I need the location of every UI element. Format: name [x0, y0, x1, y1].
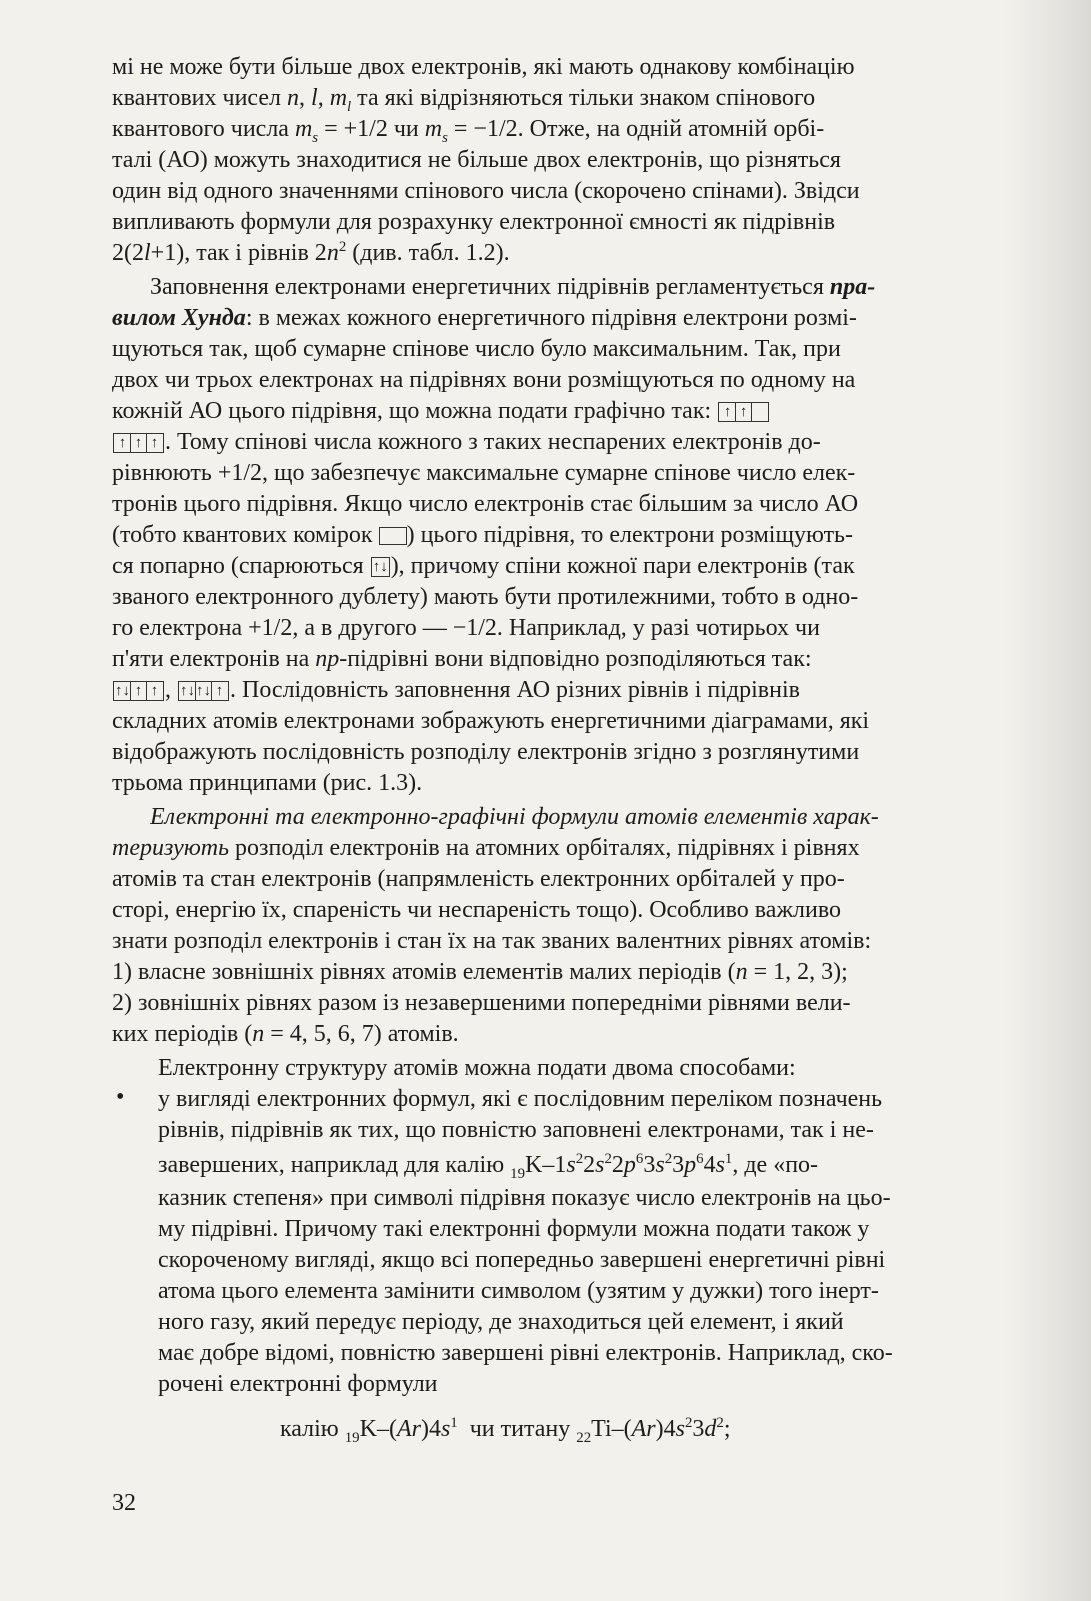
- text-line: ↑↓ ↑ ↑ , ↑↓↑↓ ↑ . Послідовність заповнення АО різних рівнів і підрівнів: [115, 677, 800, 703]
- orbital-diagram-three: ↑ ↑ ↑: [113, 433, 164, 453]
- text-line: щуються так, щоб сумарне спінове число було максимальним. Так, при: [112, 336, 841, 362]
- text-line: випливають формули для розрахунку електронної ємності як підрівнів: [112, 209, 836, 235]
- ti-atomic-number: 22: [576, 1429, 592, 1446]
- text-line: сторі, енергію їх, спареність чи неспареність тощо). Особливо важливо: [112, 897, 842, 923]
- empty-cell-icon: [379, 527, 407, 545]
- text-line: рівнюють +1/2, що забезпечує максимальне сумарне спінове число елек-: [112, 460, 856, 486]
- text-span: . Тому спінові числа кожного з таких неспарених електронів до-: [165, 429, 821, 455]
- text-line: [112, 396, 1091, 427]
- text-line: атомів та стан електронів (напрямленість електронних орбіталей у про-: [112, 866, 845, 892]
- text-line: квантових чисел n, l, $m_l$ та які відрізняються тільки знаком спінового: [112, 85, 816, 114]
- text-line: Заповнення електронами енергетичних підрівнів регламентується пра-: [150, 274, 876, 300]
- text-span: ся попарно (спарюються: [112, 553, 364, 579]
- text-line: атома цього елемента замінити символом (узятим у дужки) того інерт-: [158, 1278, 879, 1304]
- text-line: тронів цього підрівня. Якщо число електронів стає більшим за число АО: [112, 491, 859, 517]
- text-span: (тобто квантових комірок: [112, 522, 373, 548]
- text-line: ких періодів (n = 4, 5, 6, 7) атомів.: [112, 1021, 459, 1047]
- formula-word-tytanu: чи титану: [469, 1416, 571, 1442]
- text-line: скороченому вигляді, якщо всі попередньо завершені енергетичні рівні: [158, 1247, 886, 1273]
- text-span: кожній АО цього підрівня, що можна подати графічно так:: [112, 398, 712, 424]
- text-line: 2(2l+1), так і рівнів $2n^2$ (див. табл. 1.2).: [112, 239, 510, 266]
- text-line: квантового числа $m_s = +1/2$ чи $m_s = -1/2$. Отже, на одній атомній орбі-: [112, 116, 825, 145]
- text-line: має добре відомі, повністю завершені рівні електронів. Наприклад, ско-: [158, 1340, 893, 1366]
- text-span: завершених, наприклад для калію: [158, 1152, 505, 1178]
- text-line: [112, 551, 1091, 582]
- text-line: рівнів, підрівнів як тих, що повністю заповнені електронами, так і не-: [158, 1117, 874, 1143]
- orbital-diagram-four: ↑↓ ↑ ↑: [113, 681, 164, 701]
- text-line: один від одного значеннями спінового числа (скорочено спінами). Звідси: [112, 178, 860, 204]
- electron-formula: калію $_{19}K-(Ar)4s^1$ чи титану $_{22}Ti-(Ar)4s^23d^2$;: [280, 1415, 731, 1446]
- text-line: теризують розподіл електронів на атомних орбіталях, підрівнях і рівнях: [112, 835, 860, 861]
- text-line: вилом Хунда: в межах кожного енергетичного підрівня електрони розмі-: [112, 305, 857, 331]
- page-number: 32: [112, 1490, 136, 1516]
- text-line: знати розподіл електронів і стан їх на так званих валентних рівнях атомів:: [112, 928, 872, 954]
- formula-end: ;: [723, 1416, 731, 1442]
- text-span: ), причому спіни кожної пари електронів (так: [390, 553, 855, 579]
- text-span: , де «по-: [732, 1152, 819, 1178]
- bullet-icon: •: [116, 1084, 125, 1110]
- text-line: рочені електронні формули: [158, 1371, 438, 1397]
- text-line: [112, 520, 1091, 551]
- text-line: го електрона +1/2, а в другого — −1/2. Наприклад, у разі чотирьох чи: [112, 615, 820, 641]
- text-line: трьома принципами (рис. 1.3).: [112, 770, 423, 796]
- text-line: у вигляді електронних формул, які є послідовним переліком позначень: [158, 1086, 883, 1112]
- text-line: відображують послідовність розподілу електронів згідно з розглянутими: [112, 739, 860, 765]
- orbital-diagram-two: ↑ ↑: [718, 402, 769, 422]
- formula-word-kaliy: калію: [280, 1416, 339, 1442]
- text-line: ного газу, який передує періоду, де знаходиться цей елемент, і який: [158, 1309, 844, 1335]
- text-span: . Послідовність заповнення АО різних рівнів і підрівнів: [230, 677, 800, 703]
- text-line: казник степеня» при символі підрівня показує число електронів на цьо-: [158, 1185, 891, 1211]
- text-line: 1) власне зовнішніх рівнях атомів елементів малих періодів (n = 1, 2, 3);: [112, 959, 848, 985]
- text-line: талі (АО) можуть знаходитися не більше двох електронів, що різняться: [112, 147, 841, 173]
- text-line: званого електронного дублету) мають бути протилежними, тобто в одно-: [112, 584, 859, 610]
- text-line: Електронну структуру атомів можна подати двома способами:: [158, 1055, 796, 1081]
- orbital-diagram-five: ↑↓↑↓ ↑: [178, 681, 229, 701]
- text-line: 2) зовнішніх рівнях разом із незавершеними попередніми рівнями вели-: [112, 990, 851, 1016]
- text-line: му підрівні. Причому такі електронні формули можна подати також у: [158, 1216, 870, 1242]
- text-line: [112, 427, 1091, 458]
- text-line: мі не може бути більше двох електронів, які мають однакову комбінацію: [112, 54, 855, 80]
- text-line: завершених, наприклад для калію $_{19}K-1s^22s^22p^63s^23p^64s^1$, де «по-: [158, 1151, 819, 1181]
- text-line: двох чи трьох електронах на підрівнях вони розміщуються по одному на: [112, 367, 856, 393]
- ti-symbol: Ti: [591, 1416, 612, 1442]
- text-line: п'яти електронів на np-підрівні вони відповідно розподіляються так:: [112, 646, 812, 672]
- kaliy-atomic-number: 19: [344, 1429, 360, 1446]
- text-span: ) цього підрівня, то електрони розміщують-: [406, 522, 853, 548]
- kaliy-symbol: K: [359, 1416, 377, 1442]
- text-line: Електронні та електронно-графічні формули атомів елементів харак-: [150, 804, 879, 830]
- paired-cell-icon: ↑↓: [372, 559, 388, 576]
- text-line: складних атомів електронами зображують енергетичними діаграмами, які: [112, 708, 870, 734]
